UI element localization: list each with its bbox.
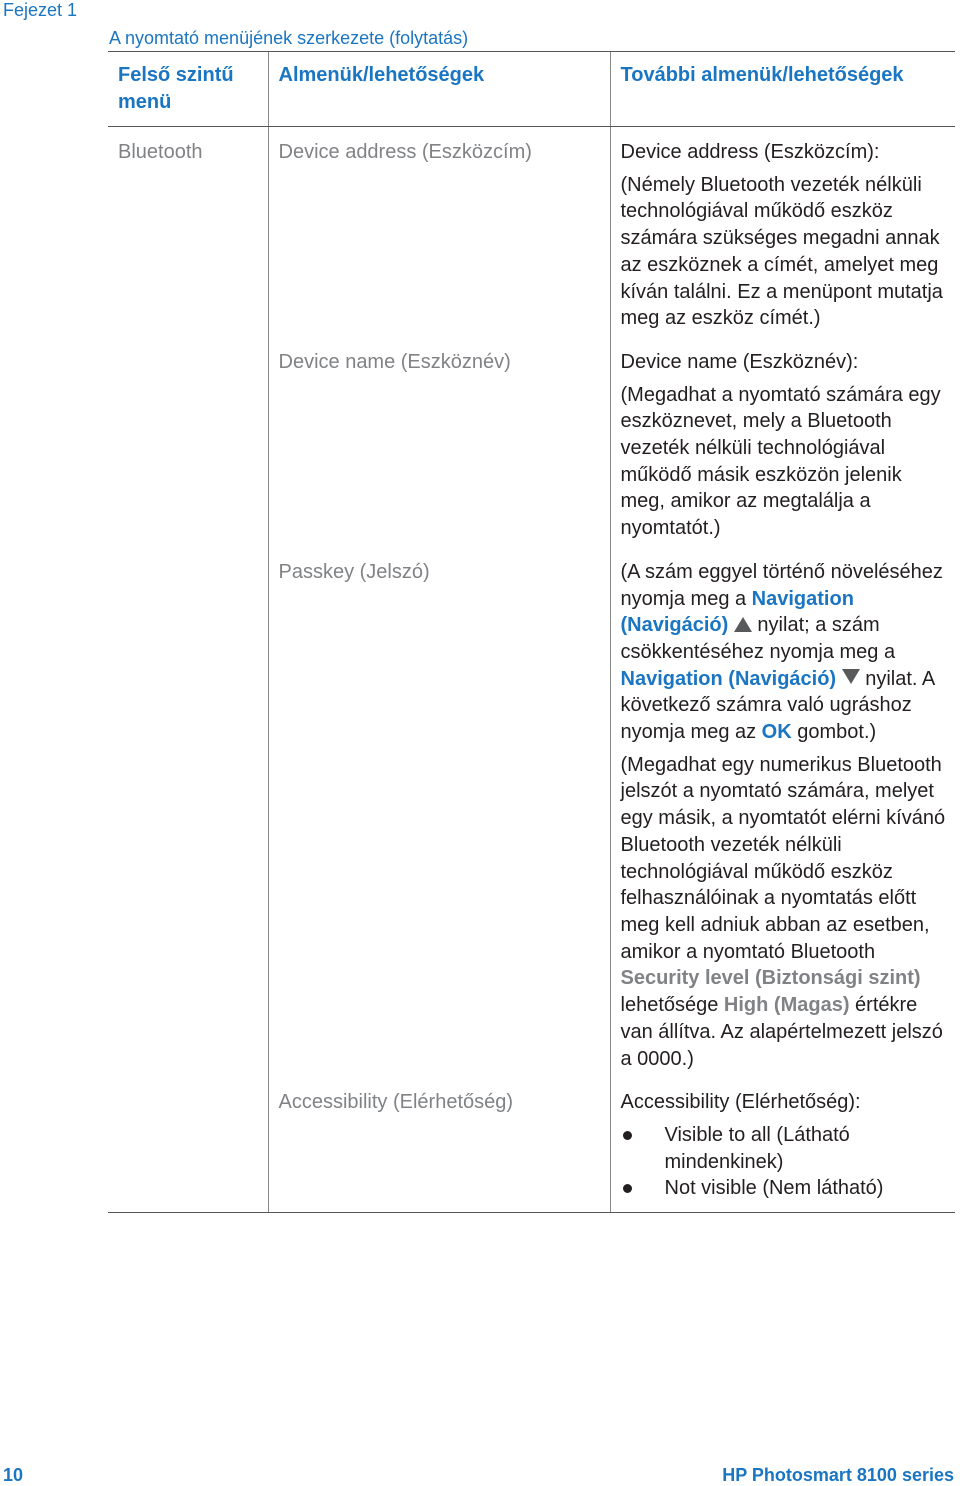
- header-top-level-menu: Felső szintű menü: [108, 52, 268, 127]
- option-title: Device address (Eszközcím):: [620, 141, 880, 163]
- top-level-menu-bluetooth: Bluetooth: [118, 141, 203, 163]
- option-title: Accessibility (Elérhetőség):: [620, 1091, 861, 1114]
- table-caption: A nyomtató menüjének szerkezete (folytatás): [109, 28, 469, 48]
- navigation-up-arrow-icon: [734, 617, 752, 632]
- chapter-label: Fejezet 1: [3, 0, 78, 20]
- navigation-down-arrow-icon: [842, 669, 860, 684]
- menu-structure-table: [108, 51, 955, 1213]
- navigation-button-name: Navigation (Navigáció): [620, 667, 837, 690]
- submenu-accessibility: Accessibility (Elérhetőség): [268, 1089, 610, 1212]
- table-header-row: [108, 52, 955, 127]
- option-device-address: [610, 127, 955, 349]
- passkey-navigation-instructions: (A szám eggyel történő növeléséhez nyomja meg a Navigation (Navigáció) nyilat; a szám csökkentéséhez nyomja meg a Navigation (Navigáció) nyilat. A következő számra való ugráshoz nyomja meg az OK gombot.): [620, 560, 943, 744]
- submenu-passkey: Passkey (Jelszó): [268, 559, 610, 1089]
- bullet-icon: [623, 1184, 632, 1193]
- list-item: Not visible (Nem látható): [621, 1175, 948, 1202]
- high-value-setting: High (Magas): [723, 994, 850, 1017]
- option-title: Device name (Eszköznév):: [620, 350, 859, 373]
- option-accessibility: [610, 1089, 955, 1212]
- submenu-device-address: Device address (Eszközcím): [268, 127, 610, 349]
- product-name: HP Photosmart 8100 series: [722, 1465, 954, 1485]
- security-level-setting: Security level (Biztonsági szint): [620, 967, 921, 990]
- option-passkey: [610, 559, 955, 1089]
- table-row: [108, 127, 955, 349]
- option-device-name: [610, 349, 955, 559]
- bullet-icon: [623, 1131, 632, 1140]
- table-row: [108, 559, 955, 1089]
- table-row: [108, 1089, 955, 1212]
- passkey-description: (Megadhat egy numerikus Bluetooth jelszót a nyomtató számára, melyet egy másik, a nyomtatót elérni kívánó Bluetooth vezeték nélküli technológiával működő eszköz felhasználóinak a nyomtatás előtt meg kell adniuk abban az esetben, amikor a nyomtató Bluetooth Security level (Biztonsági szint) lehetősége High (Magas) értékre van állítva. Az alapértelmezett jelszó a 0000.): [620, 753, 946, 1070]
- accessibility-options-list: [621, 1122, 948, 1202]
- navigation-button-name: Navigation (Navigáció): [620, 587, 854, 637]
- submenu-device-name: Device name (Eszköznév): [268, 349, 610, 559]
- table-row: [108, 349, 955, 559]
- header-additional-submenus: További almenük/lehetőségek: [610, 52, 955, 127]
- page-number: 10: [3, 1465, 24, 1485]
- option-description: (Némely Bluetooth vezeték nélküli technológiával működő eszköz számára szükséges megadni annak az eszköznek a címét, amelyet meg kíván találni. Ez a menüpont mutatja meg az eszköz címét.): [620, 173, 943, 330]
- list-item: Visible to all (Látható mindenkinek): [621, 1122, 948, 1175]
- ok-button-name: OK: [761, 721, 792, 744]
- option-description: (Megadhat a nyomtató számára egy eszköznevet, mely a Bluetooth vezeték nélküli technológiával működő másik eszközön jelenik meg, amikor az megtalálja a nyomtatót.): [620, 383, 941, 540]
- header-submenus-options: Almenük/lehetőségek: [268, 52, 610, 127]
